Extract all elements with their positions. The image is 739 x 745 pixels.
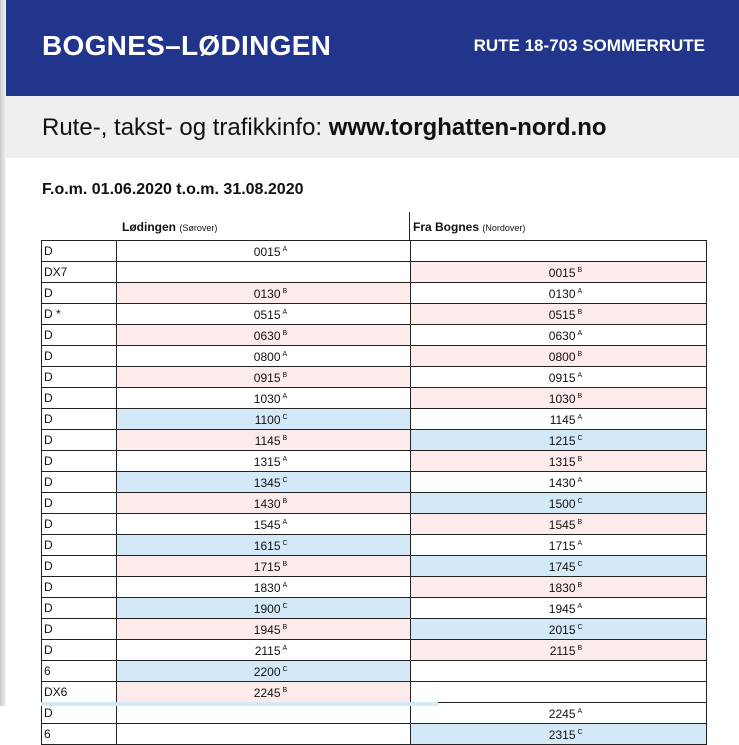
departure-time: 0800	[253, 350, 281, 364]
departure-time: 1945	[253, 623, 281, 637]
departure-time: 0800	[548, 350, 576, 364]
departure-bognes-cell	[411, 493, 707, 514]
table-row	[42, 556, 707, 577]
day-code-cell: DX6	[42, 682, 117, 703]
vessel-marker: A	[577, 708, 583, 715]
day-code-cell: D	[42, 409, 117, 430]
departure-bognes-cell	[411, 346, 707, 367]
day-code-cell: D	[42, 703, 117, 724]
route-number: RUTE 18-703 SOMMERRUTE	[473, 36, 705, 55]
departure-time: 2015	[548, 623, 576, 637]
departure-time: 1215	[548, 434, 576, 448]
day-code-cell: D	[42, 556, 117, 577]
departure-bognes-cell	[411, 283, 707, 304]
table-row	[42, 283, 707, 304]
departure-bognes-cell	[411, 682, 707, 703]
vessel-marker: B	[577, 645, 583, 652]
table-row	[42, 535, 707, 556]
departure-lodingen-cell	[117, 661, 411, 682]
column-subtitle-right: (Nordover)	[482, 223, 526, 233]
departure-time: 1900	[253, 602, 281, 616]
table-row	[42, 493, 707, 514]
departure-lodingen-cell	[117, 619, 411, 640]
departure-time: 1345	[253, 476, 281, 490]
table-row	[42, 262, 707, 283]
vessel-marker: B	[577, 456, 583, 463]
vessel-marker: A	[282, 309, 288, 316]
departure-time: 1715	[253, 560, 281, 574]
vessel-marker: C	[577, 435, 583, 442]
departure-bognes-cell	[411, 304, 707, 325]
day-code-cell: D	[42, 493, 117, 514]
departure-time: 0515	[253, 308, 281, 322]
departure-time: 0015	[253, 245, 281, 259]
vessel-marker: A	[282, 246, 288, 253]
day-code-cell: D	[42, 514, 117, 535]
table-row	[42, 682, 707, 703]
vessel-marker: A	[577, 603, 583, 610]
vessel-marker: A	[282, 393, 288, 400]
table-row	[42, 388, 707, 409]
departure-time: 2115	[549, 644, 576, 658]
vessel-marker: B	[282, 435, 288, 442]
column-subtitle-left: (Sørover)	[179, 223, 218, 233]
table-row	[42, 577, 707, 598]
departure-lodingen-cell	[117, 388, 411, 409]
route-header	[6, 0, 739, 96]
departure-time: 1615	[253, 539, 281, 553]
departure-time: 1430	[253, 497, 281, 511]
departure-lodingen-cell	[117, 724, 411, 745]
day-code-cell: D	[42, 472, 117, 493]
departure-time: 0915	[548, 371, 576, 385]
departure-bognes-cell	[411, 262, 707, 283]
departure-bognes-cell	[411, 241, 707, 262]
table-row	[42, 619, 707, 640]
departure-lodingen-cell	[117, 367, 411, 388]
departure-time: 0630	[253, 329, 281, 343]
departure-time: 1030	[548, 392, 576, 406]
info-url-link[interactable]: www.torghatten-nord.no	[328, 114, 607, 141]
departure-bognes-cell	[411, 598, 707, 619]
departure-time: 0130	[253, 287, 281, 301]
info-text	[42, 114, 607, 142]
vessel-marker: B	[577, 267, 583, 274]
day-code-cell: D	[42, 283, 117, 304]
timetable	[41, 240, 707, 745]
vessel-marker: B	[577, 351, 583, 358]
departure-time: 1315	[548, 455, 576, 469]
vessel-marker: B	[282, 372, 288, 379]
departure-time: 1945	[548, 602, 576, 616]
departure-time: 0015	[548, 266, 576, 280]
departure-lodingen-cell	[117, 283, 411, 304]
day-code-cell: D	[42, 619, 117, 640]
departure-time: 1145	[549, 413, 576, 427]
vessel-marker: A	[282, 645, 288, 652]
departure-time: 1830	[548, 581, 576, 595]
departure-bognes-cell	[411, 409, 707, 430]
vessel-marker: C	[282, 540, 288, 547]
table-row	[42, 598, 707, 619]
departure-time: 2315	[548, 728, 576, 742]
departure-lodingen-cell	[117, 514, 411, 535]
departure-bognes-cell	[411, 619, 707, 640]
day-code-cell: D	[42, 640, 117, 661]
timetable-body	[42, 241, 707, 745]
departure-time: 1545	[548, 518, 576, 532]
info-bar	[6, 96, 739, 158]
departure-time: 1715	[548, 539, 576, 553]
departure-bognes-cell	[411, 472, 707, 493]
departure-bognes-cell	[411, 430, 707, 451]
day-code-cell: D	[42, 325, 117, 346]
footer-note-box	[41, 702, 438, 706]
departure-lodingen-cell	[117, 304, 411, 325]
vessel-marker: C	[577, 624, 583, 631]
departure-time: 2245	[253, 686, 281, 700]
departure-time: 1145	[254, 434, 281, 448]
table-row	[42, 640, 707, 661]
departure-time: 1100	[254, 413, 281, 427]
departure-bognes-cell	[411, 556, 707, 577]
vessel-marker: A	[282, 351, 288, 358]
departure-lodingen-cell	[117, 682, 411, 703]
departure-time: 0915	[253, 371, 281, 385]
table-row	[42, 346, 707, 367]
day-code-cell: DX7	[42, 262, 117, 283]
column-header-lodingen	[122, 220, 217, 234]
departure-lodingen-cell	[117, 409, 411, 430]
departure-lodingen-cell	[117, 472, 411, 493]
departure-lodingen-cell	[117, 493, 411, 514]
departure-lodingen-cell	[117, 598, 411, 619]
table-row	[42, 514, 707, 535]
departure-bognes-cell	[411, 388, 707, 409]
departure-time: 0130	[548, 287, 576, 301]
departure-time: 1545	[253, 518, 281, 532]
departure-bognes-cell	[411, 535, 707, 556]
departure-time: 2200	[253, 665, 281, 679]
vessel-marker: B	[282, 624, 288, 631]
vessel-marker: C	[282, 603, 288, 610]
departure-time: 0515	[548, 308, 576, 322]
vessel-marker: A	[577, 288, 583, 295]
departure-lodingen-cell	[117, 346, 411, 367]
validity-period: F.o.m. 01.06.2020 t.o.m. 31.08.2020	[42, 181, 304, 198]
departure-lodingen-cell	[117, 577, 411, 598]
table-row	[42, 472, 707, 493]
day-code-cell: D	[42, 367, 117, 388]
vessel-marker: B	[282, 561, 288, 568]
table-row	[42, 451, 707, 472]
departure-bognes-cell	[411, 724, 707, 745]
vessel-marker: B	[282, 687, 288, 694]
departure-time: 1830	[253, 581, 281, 595]
vessel-marker: B	[282, 498, 288, 505]
vessel-marker: C	[577, 498, 583, 505]
day-code-cell: D	[42, 346, 117, 367]
departure-bognes-cell	[411, 325, 707, 346]
table-row	[42, 304, 707, 325]
departure-bognes-cell	[411, 640, 707, 661]
vessel-marker: C	[577, 729, 583, 736]
departure-bognes-cell	[411, 577, 707, 598]
vessel-marker: A	[577, 372, 583, 379]
day-code-cell: D	[42, 430, 117, 451]
departure-lodingen-cell	[117, 241, 411, 262]
table-row	[42, 367, 707, 388]
column-title-left: Lødingen	[122, 220, 176, 234]
day-code-cell: D	[42, 535, 117, 556]
info-prefix: Rute-, takst- og trafikkinfo:	[42, 114, 329, 141]
departure-time: 2245	[548, 707, 576, 721]
table-row	[42, 325, 707, 346]
column-header-bognes	[413, 220, 525, 234]
vessel-marker: A	[577, 330, 583, 337]
route-title: BOGNES–LØDINGEN	[42, 30, 332, 61]
vessel-marker: B	[577, 309, 583, 316]
departure-time: 2115	[254, 644, 281, 658]
departure-lodingen-cell	[117, 262, 411, 283]
table-row	[42, 661, 707, 682]
vessel-marker: A	[577, 477, 583, 484]
column-header-divider	[409, 212, 410, 240]
day-code-cell: D	[42, 598, 117, 619]
table-row	[42, 430, 707, 451]
departure-time: 1430	[548, 476, 576, 490]
departure-bognes-cell	[411, 661, 707, 682]
table-row	[42, 241, 707, 262]
day-code-cell: 6	[42, 661, 117, 682]
vessel-marker: A	[282, 519, 288, 526]
day-code-cell: D *	[42, 304, 117, 325]
departure-lodingen-cell	[117, 325, 411, 346]
table-row	[42, 724, 707, 745]
day-code-cell: D	[42, 577, 117, 598]
departure-bognes-cell	[411, 367, 707, 388]
vessel-marker: B	[577, 393, 583, 400]
departure-lodingen-cell	[117, 535, 411, 556]
vessel-marker: A	[577, 414, 583, 421]
departure-lodingen-cell	[117, 430, 411, 451]
departure-time: 0630	[548, 329, 576, 343]
departure-time: 1745	[548, 560, 576, 574]
day-code-cell: D	[42, 241, 117, 262]
vessel-marker: C	[282, 414, 288, 421]
day-code-cell: 6	[42, 724, 117, 745]
day-code-cell: D	[42, 388, 117, 409]
vessel-marker: A	[577, 540, 583, 547]
departure-time: 1030	[253, 392, 281, 406]
vessel-marker: C	[577, 561, 583, 568]
column-title-right: Fra Bognes	[413, 220, 480, 234]
departure-bognes-cell	[411, 514, 707, 535]
table-row	[42, 409, 707, 430]
vessel-marker: B	[282, 330, 288, 337]
vessel-marker: A	[282, 456, 288, 463]
departure-time: 1315	[253, 455, 281, 469]
vessel-marker: C	[282, 666, 288, 673]
day-code-cell: D	[42, 451, 117, 472]
vessel-marker: B	[282, 288, 288, 295]
vessel-marker: C	[282, 477, 288, 484]
departure-time: 1500	[548, 497, 576, 511]
departure-lodingen-cell	[117, 556, 411, 577]
departure-bognes-cell	[411, 451, 707, 472]
departure-lodingen-cell	[117, 451, 411, 472]
vessel-marker: B	[577, 519, 583, 526]
departure-lodingen-cell	[117, 640, 411, 661]
vessel-marker: B	[577, 582, 583, 589]
vessel-marker: A	[282, 582, 288, 589]
